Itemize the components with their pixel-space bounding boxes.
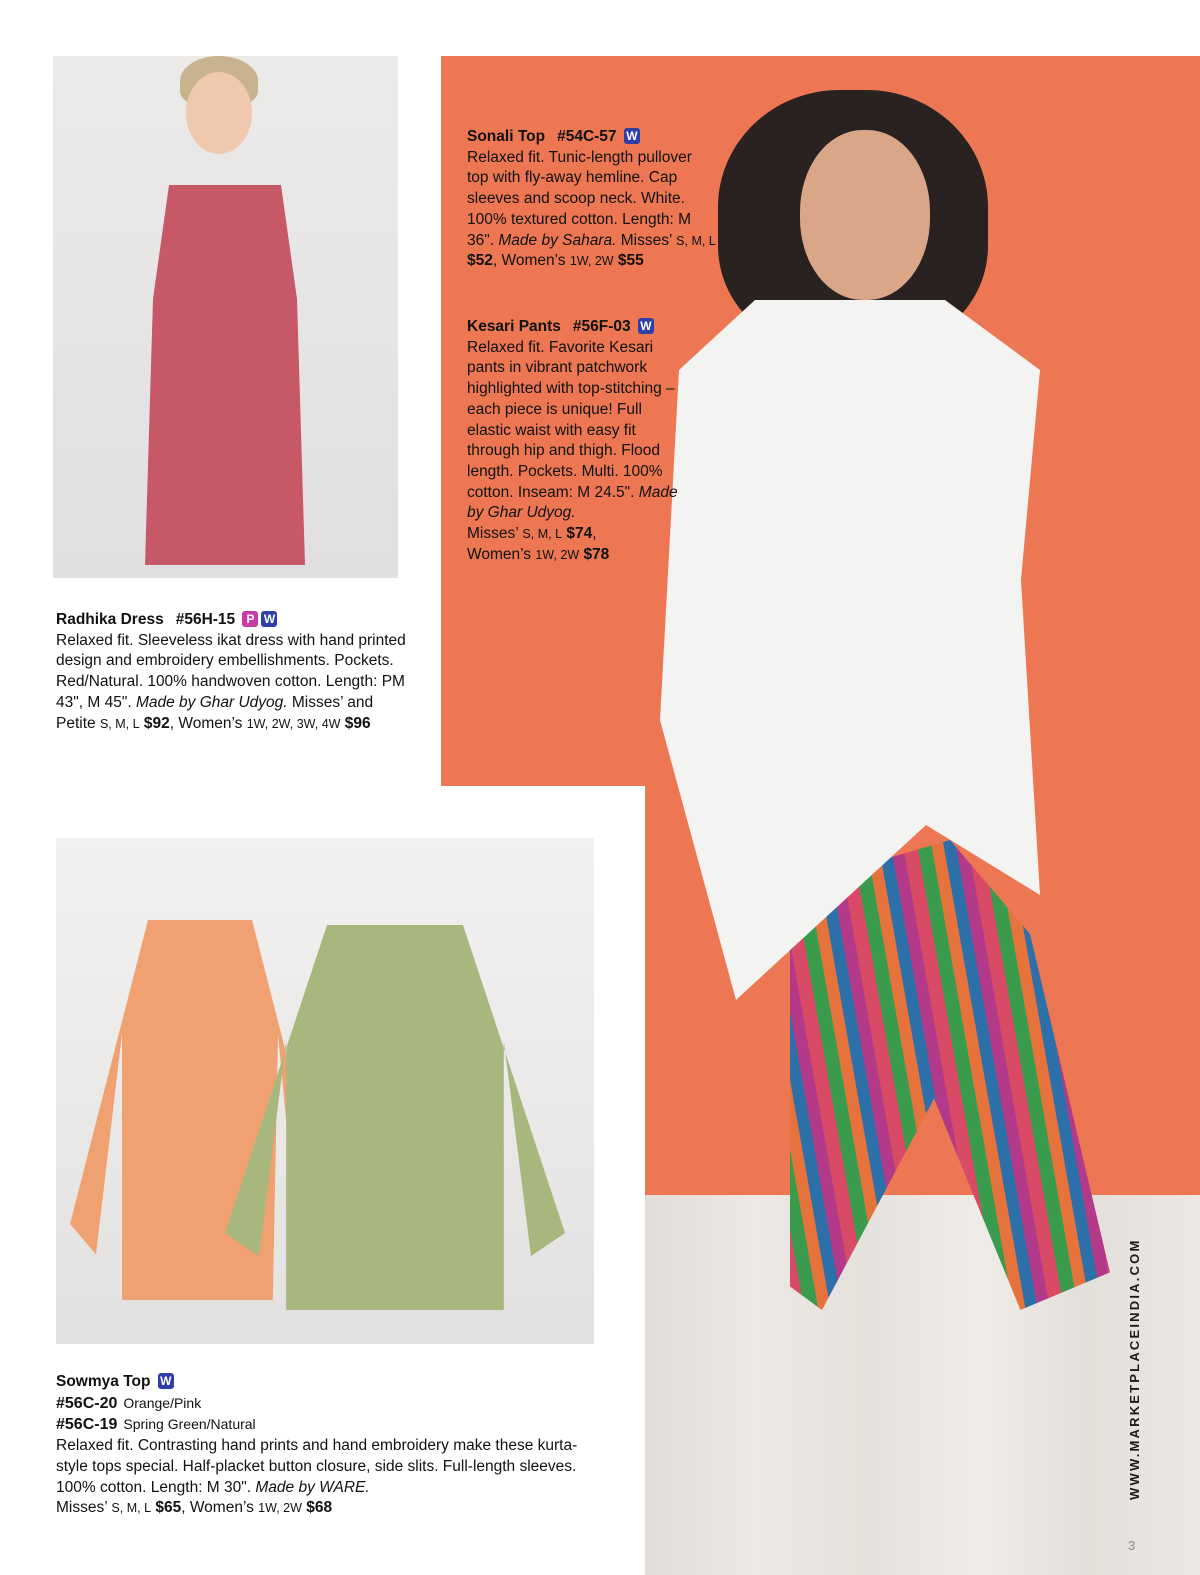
misses-label: Misses’ [467,525,519,543]
womens-label: , Women’s [181,1499,254,1517]
sowmya-top-description [56,1372,596,1519]
misses-label: Misses’ and Petite [56,693,374,732]
item-number: #56F-03 [572,318,631,335]
misses-label: Misses’ [56,1499,108,1517]
dress-model-face [186,72,252,154]
variant-color-orange: Orange/Pink [123,1394,202,1411]
sonali-top-description [467,127,717,272]
misses-price: $92 [143,714,170,732]
womens-label: , Women’s [492,252,566,270]
misses-sizes: S, M, L [522,527,563,542]
misses-sizes: S, M, L [111,1501,152,1516]
maker-credit: Made by Ghar Udyog. [467,483,678,522]
product-copy: Relaxed fit. Sleeveless ikat dress with hand printed design and embroidery embellishments. Pockets. Red/Natural. 100% handwoven cotton. Length: PM 43", M 45". [56,631,406,711]
product-copy: Relaxed fit. Tunic-length pullover top with fly-away hemline. Cap sleeves and scoop neck. White. 100% textured cotton. Length: M 36". [467,148,692,249]
womens-label: Women’s [467,545,532,563]
womens-price: $55 [617,252,644,270]
womens-price: $96 [344,714,371,732]
womens-size-badge: W [261,611,277,627]
product-copy: Relaxed fit. Contrasting hand prints and hand embroidery make these kurta-style tops special. Half-placket button closure, side slits. Full-length sleeves. 100% cotton. Length: M 30". [56,1437,578,1496]
radhika-dress-image [145,185,305,565]
page-number: 3 [1128,1538,1136,1553]
website-url[interactable]: WWW.MARKETPLACEINDIA.COM [1127,1238,1142,1500]
womens-size-badge: W [638,318,654,334]
petite-size-badge: P [242,611,258,627]
maker-credit: Made by Sahara. [498,231,617,249]
wood-floor [645,1195,1200,1575]
product-name: Radhika Dress [56,611,164,628]
misses-sizes: S, M, L [676,233,716,248]
misses-price: $65 [155,1499,182,1517]
womens-sizes: 1W, 2W [258,1501,302,1516]
maker-credit: Made by WARE. [255,1478,370,1496]
maker-credit: Made by Ghar Udyog. [135,693,288,711]
product-copy: Relaxed fit. Favorite Kesari pants in vibrant patchwork highlighted with top-stitching – each piece is unique! Full elastic waist with easy fit through hip and thigh. Flood length. Pockets. Multi. 100% cotton. Inseam: M 24.5". [467,338,675,501]
kesari-pants-description: Kesari Pants #56F-03 W Relaxed fit. Favorite Kesari pants in vibrant patchwork highlighted with top-stitching – each piece is unique! Full elastic waist with easy fit through hip and thigh. Flood length. Pockets. Multi. 100% cotton. Inseam: M 24.5". Made by Ghar Udyog. Misses’ S, M, L $74, Women’s 1W, 2W $78 [467,318,678,563]
product-name: Kesari Pants [467,318,561,335]
variant-code-green: #56C-19 [56,1416,118,1434]
variant-color-green: Spring Green/Natural [123,1416,256,1433]
product-name: Sowmya Top [56,1373,151,1390]
item-number: #54C-57 [557,128,617,145]
product-name: Sonali Top [467,128,546,145]
womens-label: , Women’s [169,714,243,732]
variant-code-orange: #56C-20 [56,1394,118,1412]
womens-sizes: 1W, 2W [535,547,580,562]
womens-size-badge: W [158,1373,174,1389]
radhika-dress-description [56,610,406,734]
misses-label: Misses’ [620,231,672,249]
womens-size-badge: W [624,128,640,144]
misses-price: $52 [467,252,493,270]
womens-price: $78 [583,545,610,563]
misses-price: $74 [566,525,593,543]
womens-sizes: 1W, 2W, 3W, 4W [246,716,341,731]
item-number: #56H-15 [175,611,236,628]
model-face [800,130,930,300]
misses-sizes: S, M, L [99,716,140,731]
womens-sizes: 1W, 2W [569,254,614,269]
womens-price: $68 [306,1499,333,1517]
